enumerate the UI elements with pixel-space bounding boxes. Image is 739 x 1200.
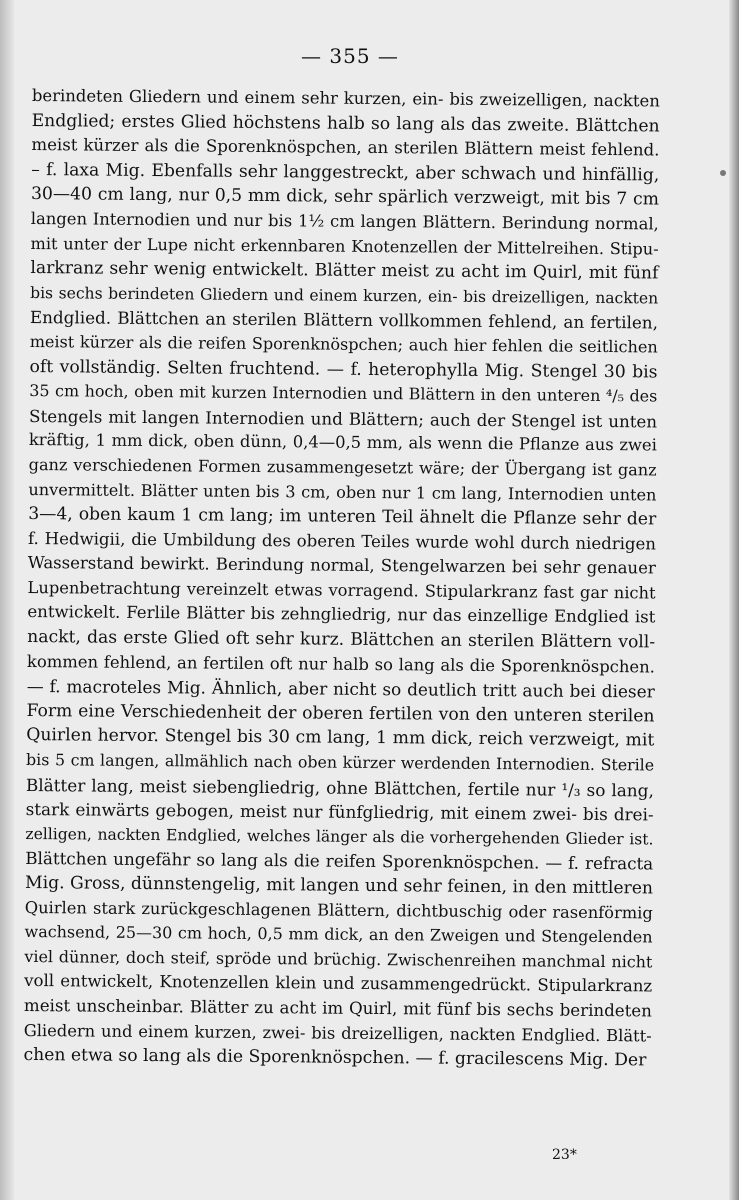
text-line: Stengels mit langen Internodien und Blättern; auch der Stengel ist unten: [29, 405, 658, 432]
text-line: Quirlen stark zurückgeschlagenen Blättern, dichtbuschig oder rasenförmig: [24, 897, 653, 923]
text-line: berindeten Gliedern und einem sehr kurzen, ein- bis zweizelligen, nackten: [31, 85, 660, 111]
text-line: 35 cm hoch, oben mit kurzen Internodien und Blättern in den unteren ⁴/₅ des: [29, 381, 658, 406]
text-line: mit unter der Lupe nicht erkennbaren Knotenzellen der Mittelreihen. Stipu-: [30, 233, 659, 259]
text-line: f. Hedwigii, die Umbildung des oberen Teiles wurde wohl durch niedrigen: [27, 528, 657, 554]
text-line: chen etwa so lang als die Sporenknöspchen. — f. gracilescens Mig. Der: [23, 1045, 647, 1071]
ink-spot: [720, 170, 726, 176]
text-line: — f. macroteles Mig. Ähnlich, aber nicht so deutlich tritt auch bei dieser: [26, 676, 655, 702]
text-line: voll entwickelt, Knotenzellen klein und zusammengedrückt. Stipularkranz: [24, 971, 653, 996]
text-line: bis sechs berindeten Gliedern und einem kurzen, ein- bis dreizelligen, nackten: [30, 283, 659, 308]
text-line: Gliedern und einem kurzen, zwei- bis dreizelligen, nackten Endglied. Blätt-: [23, 1020, 652, 1046]
text-line: meist kürzer als die Sporenknöspchen, an sterilen Blättern meist fehlend.: [31, 135, 660, 160]
text-line: Endglied; erstes Glied höchstens halb so lang als das zweite. Blättchen: [31, 110, 660, 137]
text-line: Blättchen ungefähr so lang als die reifen Sporenknöspchen. — f. refracta: [25, 848, 654, 874]
signature-mark: 23*: [552, 1147, 577, 1163]
text-line: Endglied. Blättchen an sterilen Blättern vollkommen fehlend, an fertilen,: [29, 307, 659, 333]
text-line: kommen fehlend, an fertilen oft nur halb so lang als die Sporenknöspchen.: [26, 651, 656, 677]
text-line: 30—40 cm lang, nur 0,5 mm dick, sehr spärlich verzweigt, mit bis 7 cm: [30, 184, 660, 210]
text-line: – f. laxa Mig. Ebenfalls sehr langgestreckt, aber schwach und hinfällig,: [31, 159, 660, 186]
text-line: stark einwärts gebogen, meist nur fünfgliedrig, mit einem zwei- bis drei-: [25, 799, 654, 825]
text-line: wachsend, 25—30 cm hoch, 0,5 mm dick, an den Zweigen und Stengelenden: [24, 922, 653, 947]
text-line: Lupenbetrachtung vereinzelt etwas vorragend. Stipularkranz fast gar nicht: [27, 577, 656, 603]
text-line: nackt, das erste Glied oft sehr kurz. Blättchen an sterilen Blättern voll-: [27, 627, 656, 653]
body-text: [23, 84, 660, 1073]
text-line: entwickelt. Ferlile Blätter bis zehngliedrig, nur das einzellige Endglied ist: [27, 602, 656, 627]
page-left-edge: [0, 0, 14, 1200]
text-line: oft vollständig. Selten fruchtend. — f. heterophylla Mig. Stengel 30 bis: [29, 356, 658, 383]
text-line: Quirlen hervor. Stengel bis 30 cm lang, 1 mm dick, reich verzweigt, mit: [26, 725, 655, 751]
text-line: langen Internodien und nur bis 1½ cm langen Blättern. Berindung normal,: [30, 208, 659, 234]
text-line: zelligen, nackten Endglied, welches länger als die vorhergehenden Glieder ist.: [25, 824, 654, 849]
text-line: bis 5 cm langen, allmählich nach oben kürzer werdenden Internodien. Sterile: [26, 750, 655, 775]
text-line: 3—4, oben kaum 1 cm lang; im unteren Teil ähnelt die Pflanze sehr der: [28, 504, 657, 530]
text-line: meist unscheinbar. Blätter zu acht im Quirl, mit fünf bis sechs berindeten: [23, 995, 653, 1021]
text-line: Wasserstand bewirkt. Berindung normal, Stengelwarzen bei sehr genauer: [27, 553, 656, 578]
text-line: unvermittelt. Blätter unten bis 3 cm, oben nur 1 cm lang, Internodien unten: [28, 479, 657, 504]
text-line: viel dünner, doch steif, spröde und brüchig. Zwischenreihen manchmal nicht: [24, 946, 653, 972]
text-line: Form eine Verschiedenheit der oberen fertilen von den unteren sterilen: [26, 700, 655, 727]
text-line: kräftig, 1 mm dick, oben dünn, 0,4—0,5 mm, als wenn die Pflanze aus zwei: [28, 430, 657, 455]
text-line: Mig. Gross, dünnstengelig, mit langen und sehr feinen, in den mittleren: [24, 872, 654, 899]
page-right-edge: [729, 0, 739, 1200]
text-line: meist kürzer als die reifen Sporenknöspchen; auch hier fehlen die seitlichen: [29, 331, 658, 357]
text-line: larkranz sehr wenig entwickelt. Blätter meist zu acht im Quirl, mit fünf: [30, 258, 659, 284]
text-line: ganz verschiedenen Formen zusammengesetzt wäre; der Übergang ist ganz: [28, 454, 657, 480]
page-number-header: — 355 —: [301, 44, 399, 68]
text-line: Blätter lang, meist siebengliedrig, ohne Blättchen, fertile nur ¹/₃ so lang,: [25, 774, 654, 801]
